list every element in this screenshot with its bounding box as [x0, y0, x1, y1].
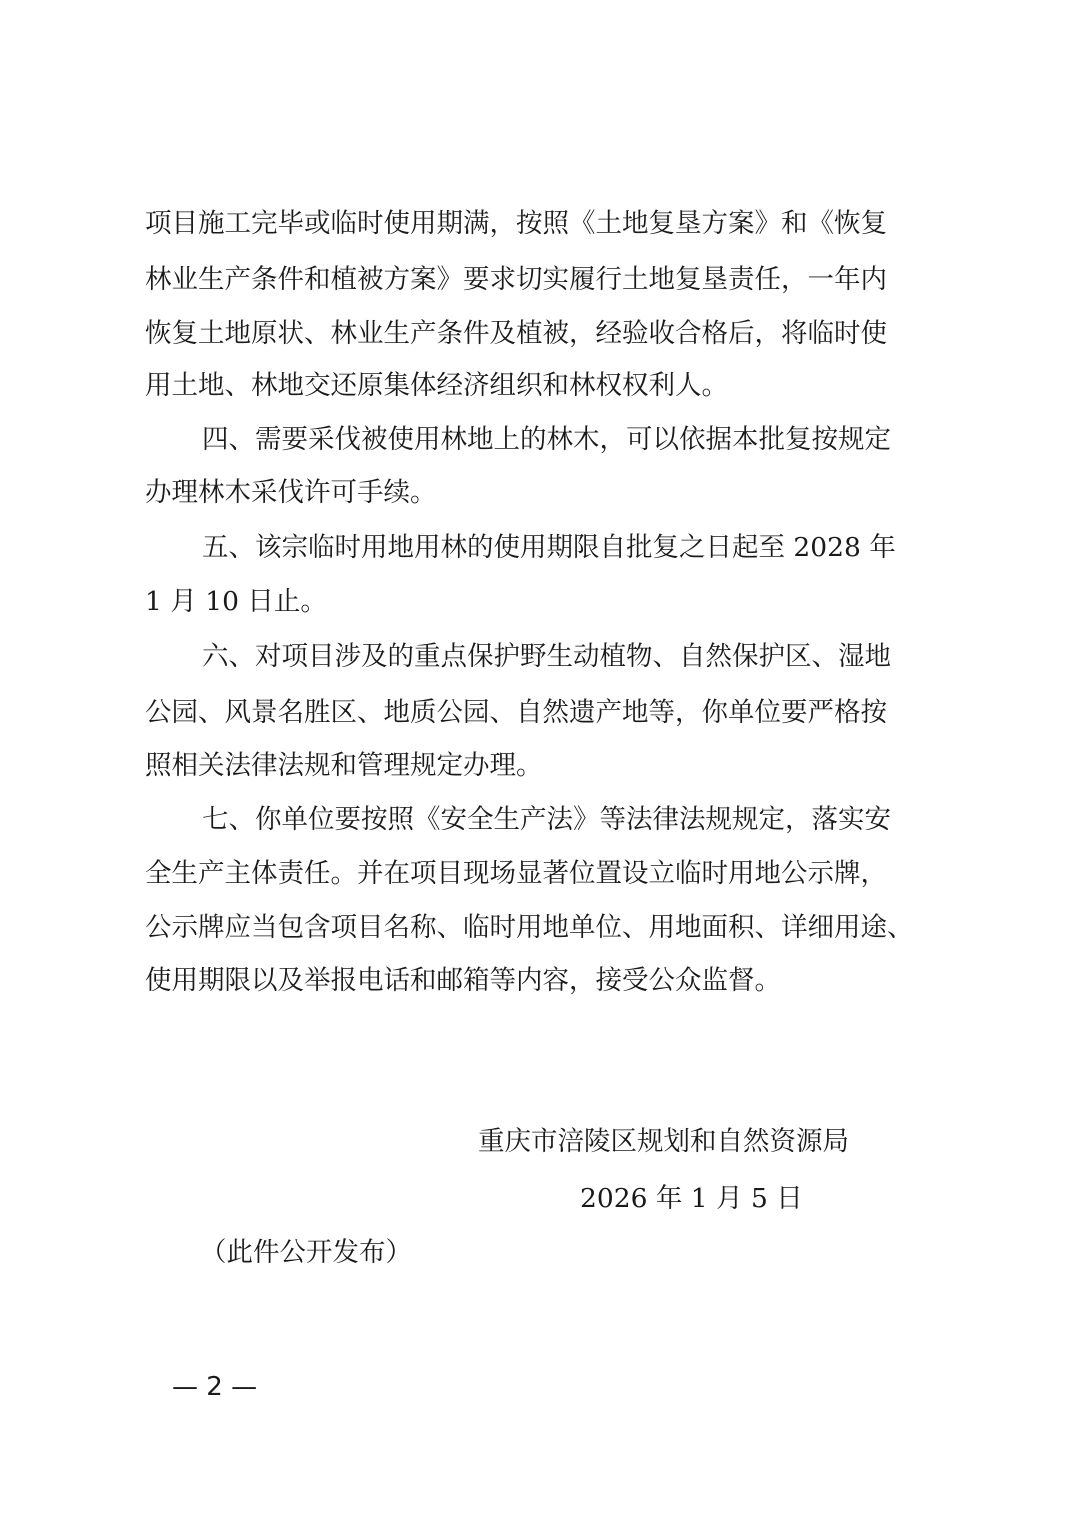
body-line: 公园、风景名胜区、地质公园、自然遗产地等，你单位要严格按: [145, 697, 887, 728]
signature-organization: 重庆市涪陵区规划和自然资源局: [478, 1126, 849, 1157]
body-line: 办理林木采伐许可手续。: [145, 477, 437, 508]
body-line: 七、你单位要按照《安全生产法》等法律法规规定，落实安: [202, 804, 891, 835]
body-line: 五、该宗临时用地用林的使用期限自批复之日起至 2028 年: [202, 532, 896, 563]
body-line: 用土地、林地交还原集体经济组织和林权权利人。: [145, 370, 728, 401]
signature-date: 2026 年 1 月 5 日: [580, 1183, 803, 1214]
body-line: 公示牌应当包含项目名称、临时用地单位、用地面积、详细用途、: [145, 912, 914, 943]
body-line: 使用期限以及举报电话和邮箱等内容，接受公众监督。: [145, 965, 781, 996]
body-line: 四、需要采伐被使用林地上的林木，可以依据本批复按规定: [202, 424, 891, 455]
body-line: 项目施工完毕或临时使用期满，按照《土地复垦方案》和《恢复: [145, 208, 887, 239]
body-line: 全生产主体责任。并在项目现场显著位置设立临时用地公示牌，: [145, 858, 887, 889]
body-line: 林业生产条件和植被方案》要求切实履行土地复垦责任，一年内: [145, 264, 887, 295]
body-line: 照相关法律法规和管理规定办理。: [145, 750, 543, 781]
body-line: 1 月 10 日止。: [145, 586, 327, 617]
body-line: 恢复土地原状、林业生产条件及植被，经验收合格后，将临时使: [145, 318, 887, 349]
body-line: 六、对项目涉及的重点保护野生动植物、自然保护区、湿地: [202, 641, 891, 672]
publication-note: （此件公开发布）: [200, 1237, 412, 1268]
page-number: — 2 —: [172, 1372, 258, 1402]
